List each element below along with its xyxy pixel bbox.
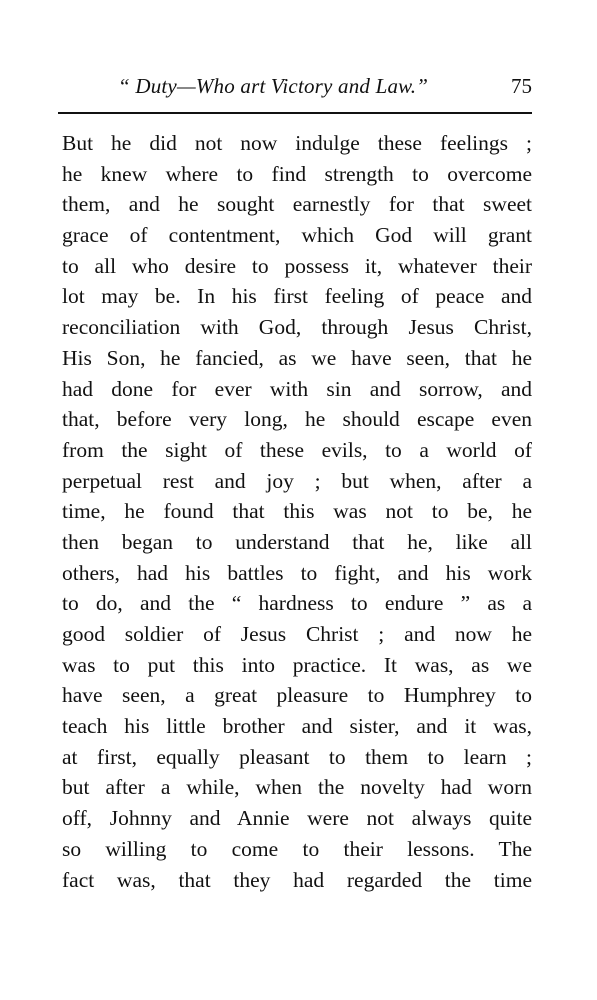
header-rule [58, 112, 532, 114]
running-head [62, 72, 532, 104]
text-line: so willing to come to their lessons. The [62, 836, 532, 861]
text-line: teach his little brother and sister, and it was, [62, 714, 532, 739]
text-line: But he did not now indulge these feelings ; [62, 131, 532, 155]
text-line: reconciliation with God, through Jesus Christ, [62, 315, 532, 340]
text-line: His Son, he fancied, as we have seen, that he [62, 345, 532, 370]
text-line: grace of contentment, which God will grant [62, 223, 532, 248]
text-line: at first, equally pleasant to them to learn ; [62, 744, 532, 769]
text-line: have seen, a great pleasure to Humphrey to [62, 683, 532, 708]
text-line: but after a while, when the novelty had worn [62, 775, 532, 800]
text-line: perpetual rest and joy ; but when, after a [62, 468, 532, 493]
text-line: time, he found that this was not to be, he [62, 499, 532, 524]
body-text [62, 128, 532, 895]
text-line: them, and he sought earnestly for that sweet [62, 192, 532, 217]
text-line: to all who desire to possess it, whatever their [62, 253, 532, 278]
text-line: to do, and the “ hardness to endure ” as a [62, 591, 532, 616]
running-head-title: “ Duty—Who art Victory and Law.” [118, 74, 429, 98]
page-number: 75 [511, 74, 532, 98]
text-line: had done for ever with sin and sorrow, and [62, 376, 532, 401]
text-line: lot may be. In his first feeling of peace and [62, 284, 532, 309]
text-line: good soldier of Jesus Christ ; and now he [62, 622, 532, 646]
text-line: off, Johnny and Annie were not always quite [62, 806, 532, 831]
text-line: that, before very long, he should escape even [62, 407, 532, 432]
text-line: from the sight of these evils, to a world of [62, 437, 532, 462]
text-line: then began to understand that he, like all [62, 529, 532, 554]
text-line: fact was, that they had regarded the time [62, 867, 532, 892]
text-line: others, had his battles to fight, and his work [62, 560, 532, 585]
text-line: he knew where to find strength to overcome [62, 161, 532, 186]
text-line: was to put this into practice. It was, as we [62, 652, 532, 677]
